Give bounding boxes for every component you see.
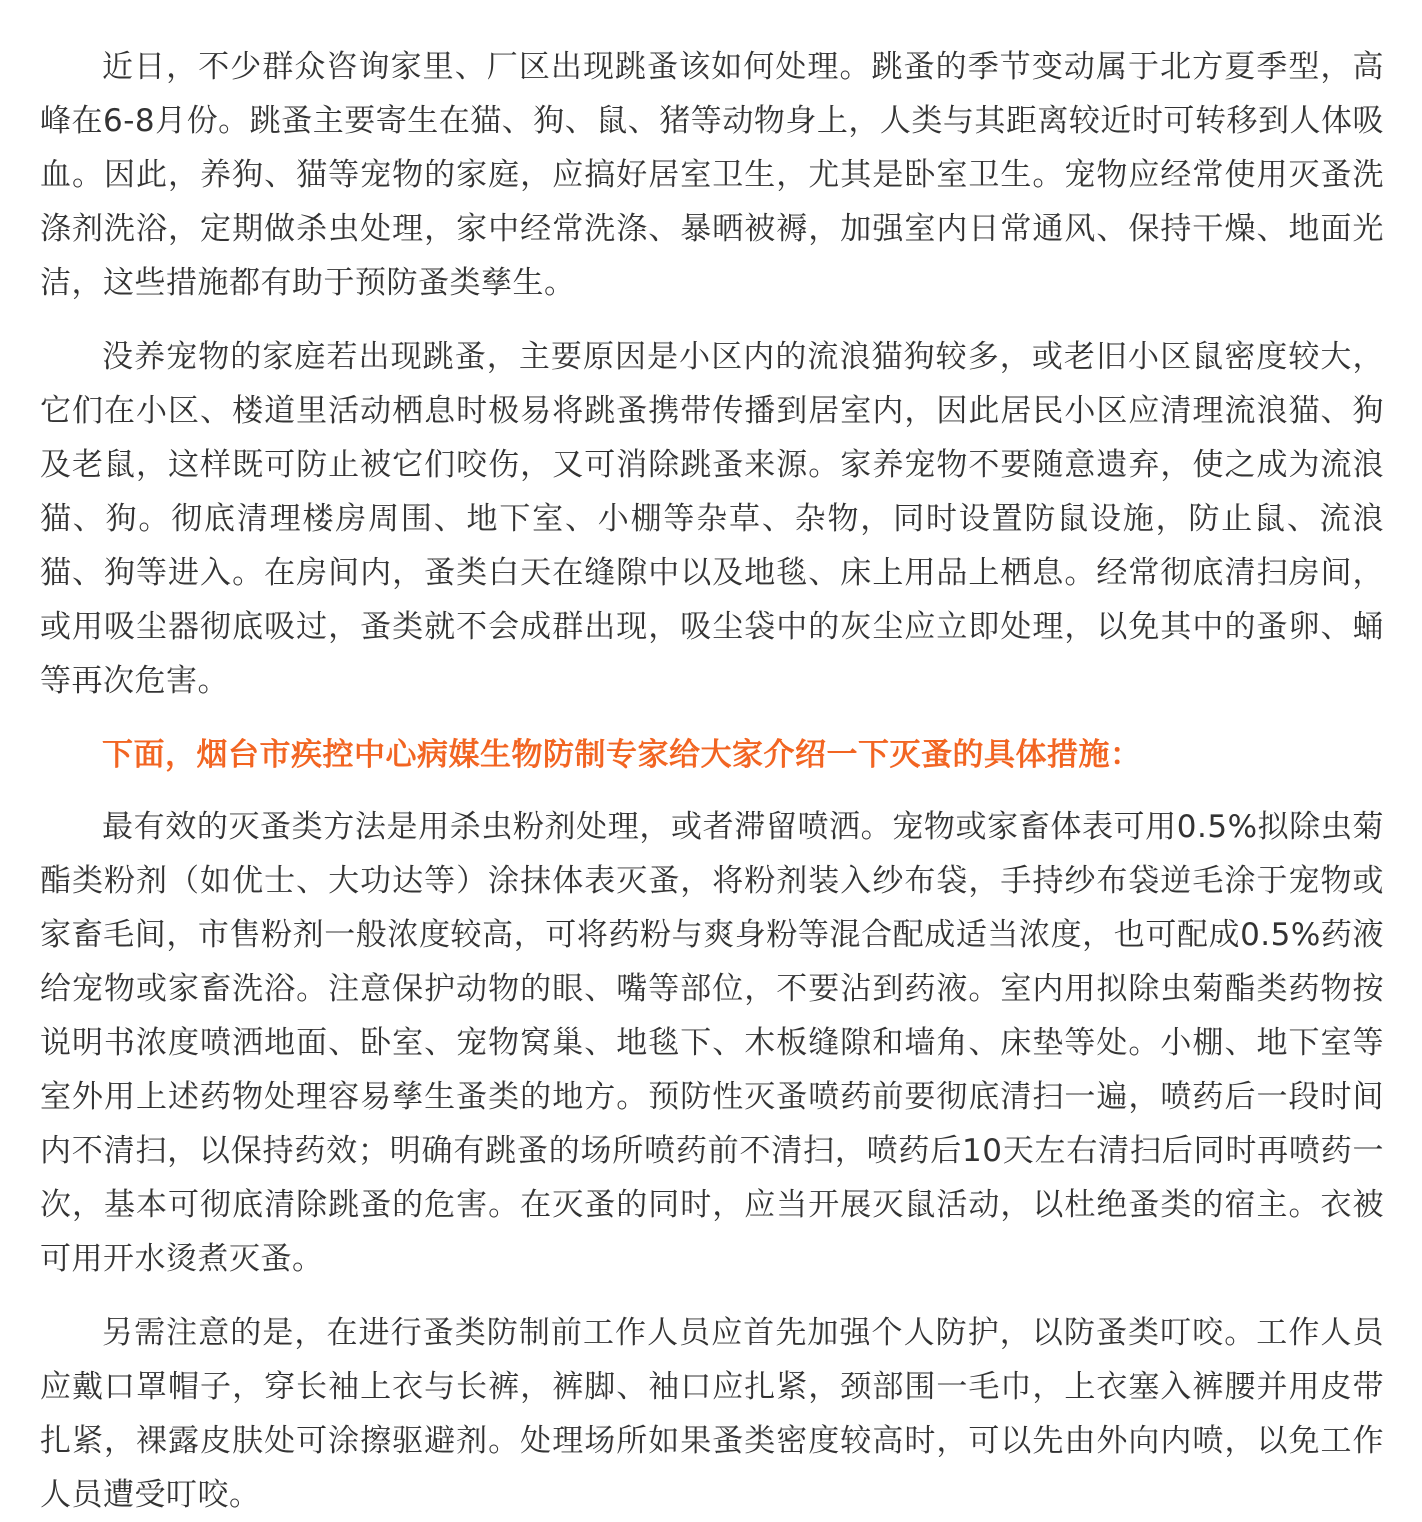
paragraph-expert-intro-highlight: 下面，烟台市疾控中心病媒生物防制专家给大家介绍一下灭蚤的具体措施： xyxy=(102,737,1142,773)
paragraph-flea-control-methods: 最有效的灭蚤类方法是用杀虫粉剂处理，或者滞留喷洒。宠物或家畜体表可用0.5%拟除虫菊酯类粉剂（如优士、大功达等）涂抹体表灭蚤，将粉剂装入纱布袋，手持纱布袋逆毛涂于宠物或家畜毛间，市售粉剂一般浓度较高，可将药粉与爽身粉等混合配成适当浓度，也可配成0.5%药液给宠物或家畜洗浴。注意保护动物的眼、嘴等部位，不要沾到药液。室内用拟除虫菊酯类药物按说明书浓度喷洒地面、卧室、宠物窝巢、地毯下、木板缝隙和墙角、床垫等处。小棚、地下室等室外用上述药物处理容易孳生蚤类的地方。预防性灭蚤喷药前要彻底清扫一遍，喷药后一段时间内不清扫，以保持药效；明确有跳蚤的场所喷药前不清扫，喷药后10天左右清扫后同时再喷药一次，基本可彻底清除跳蚤的危害。在灭蚤的同时，应当开展灭鼠活动，以杜绝蚤类的宿主。衣被可用开水烫煮灭蚤。 xyxy=(40,809,1384,1277)
paragraph-personal-protection: 另需注意的是，在进行蚤类防制前工作人员应首先加强个人防护，以防蚤类叮咬。工作人员应戴口罩帽子，穿长袖上衣与长裤，裤脚、袖口应扎紧，颈部围一毛巾，上衣塞入裤腰并用皮带扎紧，裸露皮肤处可涂擦驱避剂。处理场所如果蚤类密度较高时，可以先由外向内喷，以免工作人员遭受叮咬。 xyxy=(40,1315,1384,1513)
paragraph-no-pet-households: 没养宠物的家庭若出现跳蚤，主要原因是小区内的流浪猫狗较多，或老旧小区鼠密度较大，它们在小区、楼道里活动栖息时极易将跳蚤携带传播到居室内，因此居民小区应清理流浪猫、狗及老鼠，这样既可防止被它们咬伤，又可消除跳蚤来源。家养宠物不要随意遗弃，使之成为流浪猫、狗。彻底清理楼房周围、地下室、小棚等杂草、杂物，同时设置防鼠设施，防止鼠、流浪猫、狗等进入。在房间内，蚤类白天在缝隙中以及地毯、床上用品上栖息。经常彻底清扫房间，或用吸尘器彻底吸过，蚤类就不会成群出现，吸尘袋中的灰尘应立即处理，以免其中的蚤卵、蛹等再次危害。 xyxy=(40,339,1384,699)
paragraph-household-flea-intro: 近日，不少群众咨询家里、厂区出现跳蚤该如何处理。跳蚤的季节变动属于北方夏季型，高峰在6-8月份。跳蚤主要寄生在猫、狗、鼠、猪等动物身上，人类与其距离较近时可转移到人体吸血。因此，养狗、猫等宠物的家庭，应搞好居室卫生，尤其是卧室卫生。宠物应经常使用灭蚤洗涤剂洗浴，定期做杀虫处理，家中经常洗涤、暴晒被褥，加强室内日常通风、保持干燥、地面光洁，这些措施都有助于预防蚤类孳生。 xyxy=(40,49,1384,301)
